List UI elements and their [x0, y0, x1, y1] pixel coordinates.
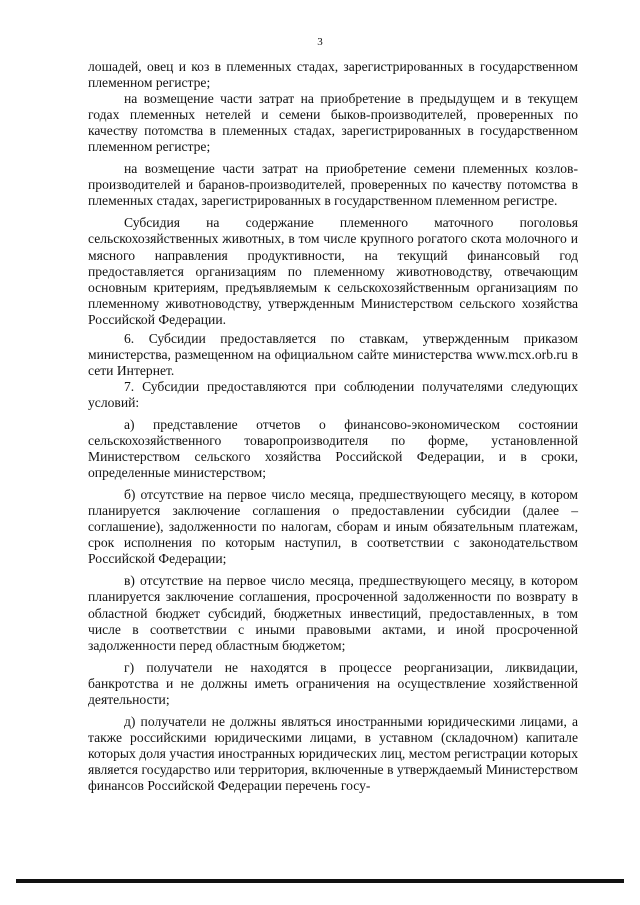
paragraph: б) отсутствие на первое число месяца, предшествующего месяцу, в котором планируется заключение соглашения о предоставлении субсидии (далее – соглашение), задолженности по налогам, сборам и иным обязательным платежам, срок исполнения по которым наступил, в соответствии с законодательством Российской Федерации; — [88, 487, 578, 567]
page-number: 3 — [317, 36, 323, 48]
paragraph: на возмещение части затрат на приобретение в предыдущем и в текущем годах племенных нетелей и семени быков-производителей, проверенных по качеству потомства в племенных стадах, зарегистрированных в государственном племенном регистре; — [88, 91, 578, 155]
paragraph: в) отсутствие на первое число месяца, предшествующего месяцу, в котором планируется заключение соглашения, просроченной задолженности по возврату в областной бюджет субсидий, бюджетных инвестиций, предоставленных, в том числе в соответствии с иными правовыми актами, и иной просроченной задолженности перед областным бюджетом; — [88, 573, 578, 653]
paragraph: на возмещение части затрат на приобретение семени племенных козлов-производителей и баранов-производителей, проверенных по качеству потомства в племенных стадах, зарегистрированных в государственном племенном регистре. — [88, 161, 578, 209]
page-bottom-border — [16, 879, 624, 883]
paragraph: Субсидия на содержание племенного маточного поголовья сельскохозяйственных животных, в том числе крупного рогатого скота молочного и мясного направления продуктивности, на текущий финансовый год предоставляется организациям по племенному животноводству, отвечающим основным критериям, предъявляемым к сельскохозяйственным организациям по племенному животноводству, утвержденным Министерством сельского хозяйства Российской Федерации. — [88, 215, 578, 327]
paragraph: г) получатели не находятся в процессе реорганизации, ликвидации, банкротства и не должны иметь ограничения на осуществление хозяйственной деятельности; — [88, 659, 578, 707]
paragraph: 6. Субсидии предоставляется по ставкам, утвержденным приказом министерства, размещенном на официальном сайте министерства www.mcx.orb.ru в сети Интернет. — [88, 330, 578, 378]
paragraph: 7. Субсидии предоставляются при соблюдении получателями следующих условий: — [88, 378, 578, 410]
paragraph: а) представление отчетов о финансово-экономическом состоянии сельскохозяйственного товаропроизводителя по форме, установленной Министерством сельского хозяйства Российской Федерации, и в сроки, определенные министерством; — [88, 416, 578, 481]
paragraph: лошадей, овец и коз в племенных стадах, зарегистрированных в государственном племенном регистре; — [88, 59, 578, 91]
document-body — [88, 59, 578, 794]
paragraph: д) получатели не должны являться иностранными юридическими лицами, а также российскими юридическими лицами, в уставном (складочном) капитале которых доля участия иностранных юридических лиц, местом регистрации которых является государство или территория, включенные в утверждаемый Министерством финансов Российской Федерации перечень госу- — [88, 713, 578, 793]
